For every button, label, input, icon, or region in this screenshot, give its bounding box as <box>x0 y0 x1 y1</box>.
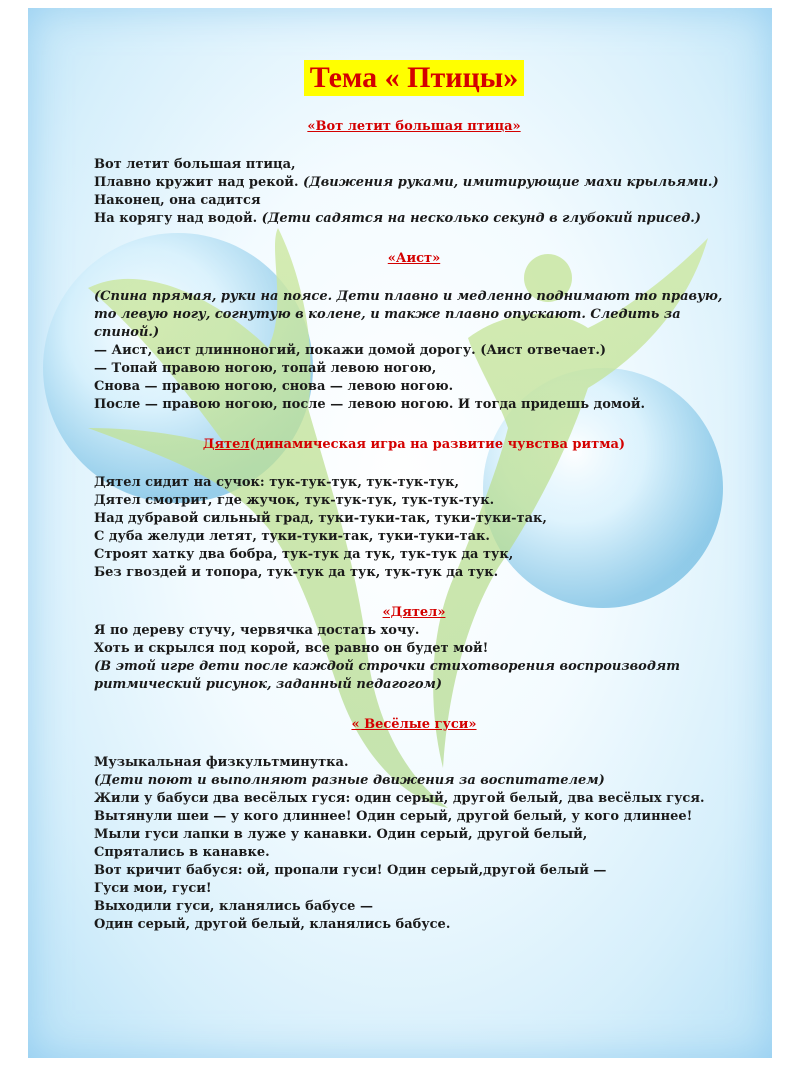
text-line: Строят хатку два бобра, тук-тук да тук, тук-тук да тук, <box>94 547 514 562</box>
text-line: Дятел сидит на сучок: тук-тук-тук, тук-тук-тук, <box>94 475 459 490</box>
text-line: — Топай правою ногою, топай левою ногою, <box>94 361 437 376</box>
text-line: Жили у бабуси два весёлых гуся: один серый, другой белый, два весёлых гуся. <box>94 791 705 806</box>
stage-direction: спиной.) <box>94 325 160 340</box>
text-line: Наконец, она садится <box>94 193 261 208</box>
stage-direction: (В этой игре дети после каждой строчки стихотворения воспроизводят <box>94 659 680 674</box>
text-line: После — правою ногою, после — левою ногою. И тогда придешь домой. <box>94 397 646 412</box>
section-heading-main: Дятел <box>202 437 250 452</box>
text-line: Выходили гуси, кланялись бабусе — <box>94 899 373 914</box>
text-line: Над дубравой сильный град, туки-туки-так, туки-туки-так, <box>94 511 547 526</box>
text-line: Мыли гуси лапки в луже у канавки. Один серый, другой белый, <box>94 827 588 842</box>
text-line: Снова — правою ногою, снова — левою ногою. <box>94 379 454 394</box>
stage-direction: (Движения руками, имитирующие махи крыльями.) <box>303 175 719 190</box>
section-heading: «Вот летит большая птица» <box>307 119 521 134</box>
text-segment: Плавно кружит над рекой. <box>94 175 299 190</box>
text-line: Вытянули шеи — у кого длиннее! Один серый, другой белый, у кого длиннее! <box>94 809 693 824</box>
text-line: Дятел смотрит, где жучок, тук-тук-тук, тук-тук-тук. <box>94 493 495 508</box>
document-content <box>94 60 734 934</box>
text-line: Вот летит большая птица, <box>94 157 296 172</box>
stage-direction: (Дети поют и выполняют разные движения за воспитателем) <box>94 773 605 788</box>
poster-frame <box>28 8 772 1058</box>
section-heading <box>94 436 734 454</box>
text-line <box>94 174 734 192</box>
text-line: Гуси мои, гуси! <box>94 881 212 896</box>
section-heading: « Весёлые гуси» <box>351 717 477 732</box>
text-line: Музыкальная физкультминутка. <box>94 755 349 770</box>
stage-direction: (Дети садятся на несколько секунд в глубокий присед.) <box>261 211 701 226</box>
text-line: — Аист, аист длинноногий, покажи домой дорогу. (Аист отвечает.) <box>94 343 607 358</box>
stage-direction: то левую ногу, согнутую в колене, и также плавно опускают. Следить за <box>94 307 681 322</box>
text-line: Один серый, другой белый, кланялись бабусе. <box>94 917 451 932</box>
stage-direction: (Спина прямая, руки на поясе. Дети плавно и медленно поднимают то правую, <box>94 289 723 304</box>
text-line: Спрятались в канавке. <box>94 845 270 860</box>
text-segment: На корягу над водой. <box>94 211 258 226</box>
section-heading-note: (динамическая игра на развитие чувства ритма) <box>249 437 626 452</box>
page-title: Тема « Птицы» <box>304 60 524 96</box>
text-line: Хоть и скрылся под корой, все равно он будет мой! <box>94 641 489 656</box>
text-line: Без гвоздей и топора, тук-тук да тук, тук-тук да тук. <box>94 565 499 580</box>
text-line: Я по дереву стучу, червячка достать хочу. <box>94 623 420 638</box>
stage-direction: ритмический рисунок, заданный педагогом) <box>94 677 443 692</box>
text-line: С дуба желуди летят, туки-туки-так, туки-туки-так. <box>94 529 490 544</box>
text-line: Вот кричит бабуся: ой, пропали гуси! Один серый,другой белый — <box>94 863 607 878</box>
section-heading: «Аист» <box>387 251 441 266</box>
text-line <box>94 210 734 228</box>
section-heading: «Дятел» <box>382 605 446 620</box>
